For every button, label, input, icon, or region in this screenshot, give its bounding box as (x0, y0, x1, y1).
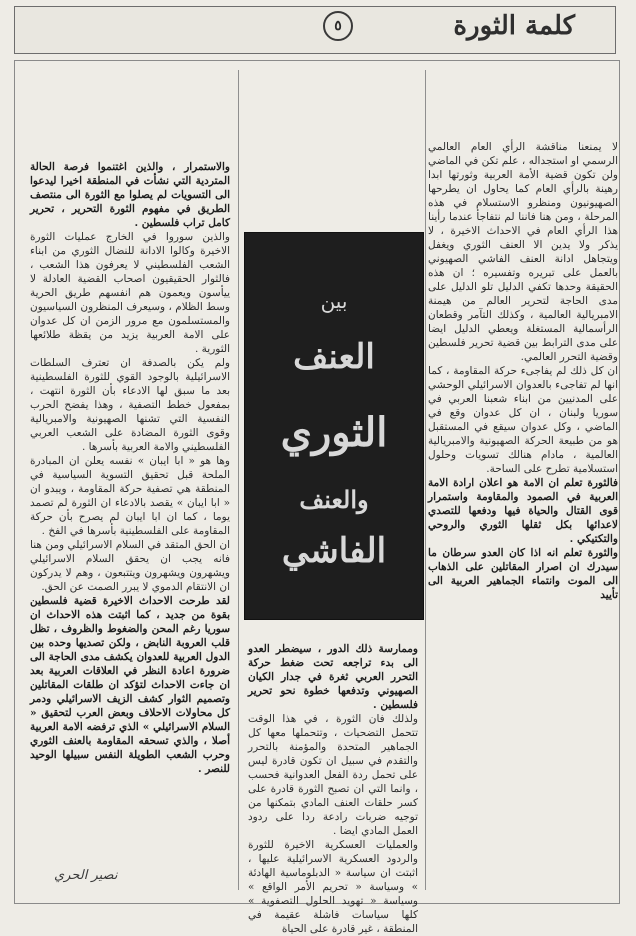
paragraph: ولم يكن بالصدفة ان تعترف السلطات الاسرائيلية بالوجود القوي للثورة الفلسطينية بعد ما سبق لها الادعاء بأن الثورة انتهت ، بمفعول خطط التصفية ، وهذا يفضح الحرب النفسية التي تشنها الصهيونية والامبريالية وقوى الثورة المضادة على الشعب العربي الفلسطيني والامة العربية بأسرها . (30, 357, 230, 453)
inset-line-3: الثوري (280, 409, 388, 456)
paragraph-bold: والثورة تعلم انه اذا كان العدو سرطان ما سيدرك ان اصرار المقاتلين على الذهاب الى الموت وانتماء الجماهير العربية الى تأييد (428, 547, 618, 601)
masthead-title: كلمة الثورة (453, 11, 575, 41)
paragraph-bold: وممارسة ذلك الدور ، سيضطر العدو الى بدء تراجعه تحت ضغط حركة التحرر العربي ثغرة في جدار الكيان الصهيوني وتدفعها خطوة نحو تحرير فلسطين . (248, 643, 418, 711)
article-column-right (428, 140, 618, 888)
paragraph-bold: لقد طرحت الاحداث الاخيرة قضية فلسطين بقوة من جديد ، كما اثبتت هذه الاحداث ان سوريا رغم المحن والضغوط والظروف ، تظل قلب العروبة النابض ، ولكن تصديها وحده بين الدول العربية للعدوان يكشف مدى الحاجة الى ضرورة اعادة النظر في العلاقات العربية بعد ان جاءت الاحداث لتؤكد ان طلقات المقاتلين وتصميم الثوار كشف الزيف الاسرائيلي ودمر كل محاولات الاحلاف وبعض العرب لتحقيق « السلام الاسرائيلي » الذي ترفضه الامة العربية أصلا ، والذي تسحقه المقاومة بالعنف الثوري وحرب الشعب الطويلة النفس سبيلها الوحيد للنصر . (30, 595, 230, 775)
paragraph: ولذلك فان الثورة ، في هذا الوقت تتحمل التضحيات ، وتتحملها معها كل الجماهير المتحدة والمؤمنة بالتحرر والتقدم في سبيل ان تكون قادرة ليس على تحمل ردة الفعل العدوانية فحسب ، وانما التي ان تصبح الثورة قادرة على كسر حلقات العنف المادي بتمكنها من توجيه ضربات رادعة ردا على ردود العمل المادي ايضا . (248, 713, 418, 837)
paragraph: والذين سوروا في الخارج عمليات الثورة الاخيرة وكالوا الادانة للنضال الثوري من ابناء الشعب الفلسطيني لا يعرفون هذا الشعب ، فالثوار الحقيقيون اصحاب القضية العادلة لا ييأسون ويعمون هم انفسهم طريق الحرية وسط الظلام ، وسيعرف المنظرون السياسيون والمستسلمون مع مرور الزمن ان كل عدوان على الامة العربية يزيد من يقظة طلائعها الثورية . (30, 231, 230, 355)
page-number-badge: ٥ (323, 11, 353, 41)
inset-line-5: الفاشي (281, 531, 387, 571)
headline-inset (244, 232, 424, 620)
paragraph: ان كل ذلك لم يفاجىء حركة المقاومة ، كما انها لم تفاجىء بالعدوان الاسرائيلي الوحشي على المدنيين من ابناء شعبنا العربي في سوريا ولبنان ، ان كل عدوان وقع في الماضي ، وكل عدوان سيقع في المستقبل هو من طبيعة الحركة الصهيونية والامبريالية العالمية ، مادام هنالك تسويات وحلول استسلامية تطرح على الساحة. (428, 365, 618, 475)
paragraph: ان الحق المتقد في السلام الاسرائيلي ومن هنا فانه يجب ان يحقق السلام الاسرائيلي ويشهرون ويشهرون ويتتبعون ، وهم لا يدركون ان الانتقام الدموي لا يبرر الصمت عن الحق. (30, 539, 230, 593)
paragraph: والعمليات العسكرية الاخيرة للثورة والردود العسكرية الاسرائيلية عليها ، اثبتت ان سياسة « الدبلوماسية الهادئة » وسياسة « تحريم الأمر الواقع » وسياسة « تهويد الحلول التصفوية » كلها سياسات فاشلة عقيمة في المنطقة ، غير قادرة على الحياة (248, 839, 418, 935)
author-signature: نصير الحري (54, 868, 118, 883)
column-divider-right (425, 70, 426, 890)
paragraph: وها هو « ابا ايبان » نفسه يعلن ان المبادرة الملحة قبل تحقيق التسوية السياسية في المنطقة هي تصفية حركة المقاومة ، ويبدو ان « ابا ايبان » يقصد بالادعاء ان الثورة لم تصمد يوما ، كما ان ابا ايبان لم يصرح بأن حركة المقاومة على الفلسطينية بأسرها في الفخ . (30, 455, 230, 537)
masthead (14, 6, 616, 54)
paragraph: لا يمنعنا مناقشة الرأي العام العالمي الرسمي او استجداله ، علم تكن في الماضي ولن تكون قضية الأمة العربية وثورتها ابدا رهينة بالرأي العام كما يحاول ان يطرحها الصهيونيون ومنظرو الاستسلام في هذه المرحلة ، ومن هنا فاننا لم نتفاجأ عندما رأينا هذا الرأي العام في الاحداث الاخيرة ، لا يذكر ولا يدين الا العنف الثوري ويغفل ويتجاهل ادانة العنف الفاشي الصهيوني بالعمل على تبريره وتفسيره ؛ ان هذه الحقيقة وحدها تكفي الدليل تلو الدليل على مدى الحاجة لتحرير العالم من هيمنة الامبريالية العالمية ، وكذلك التآمر وقطعان الرأسمالية المستغلة ويعطي الدليل ايضا على مدى الترابط بين قضية تحرير فلسطين وقضية التحرر العالمي. (428, 141, 618, 363)
inset-line-1: بين (320, 289, 348, 313)
column-divider-left (238, 70, 239, 890)
paragraph-bold: والاستمرار ، والذين اغتنموا فرصة الحالة المتردية التي نشأت في المنطقة اخيرا ليدعوا الى التسويات لم يصلوا مع الثورة الى منتصف الطريق في مفهوم الثورة التحرير ، تحرير كامل تراب فلسطين . (30, 161, 230, 229)
paragraph-bold: فالثورة تعلم ان الامة هو اعلان ارادة الامة العربية في الصمود والمقاومة واستمرار قوى القتال والحياة فيها ودفعها للتصدي لاعدائها بكل ثقلها الثوري والروحي والتكتيكي . (428, 477, 618, 545)
inset-line-2: العنف (293, 337, 375, 377)
article-column-left (30, 160, 230, 865)
inset-line-4: والعنف (299, 485, 369, 514)
article-column-middle (248, 642, 418, 935)
